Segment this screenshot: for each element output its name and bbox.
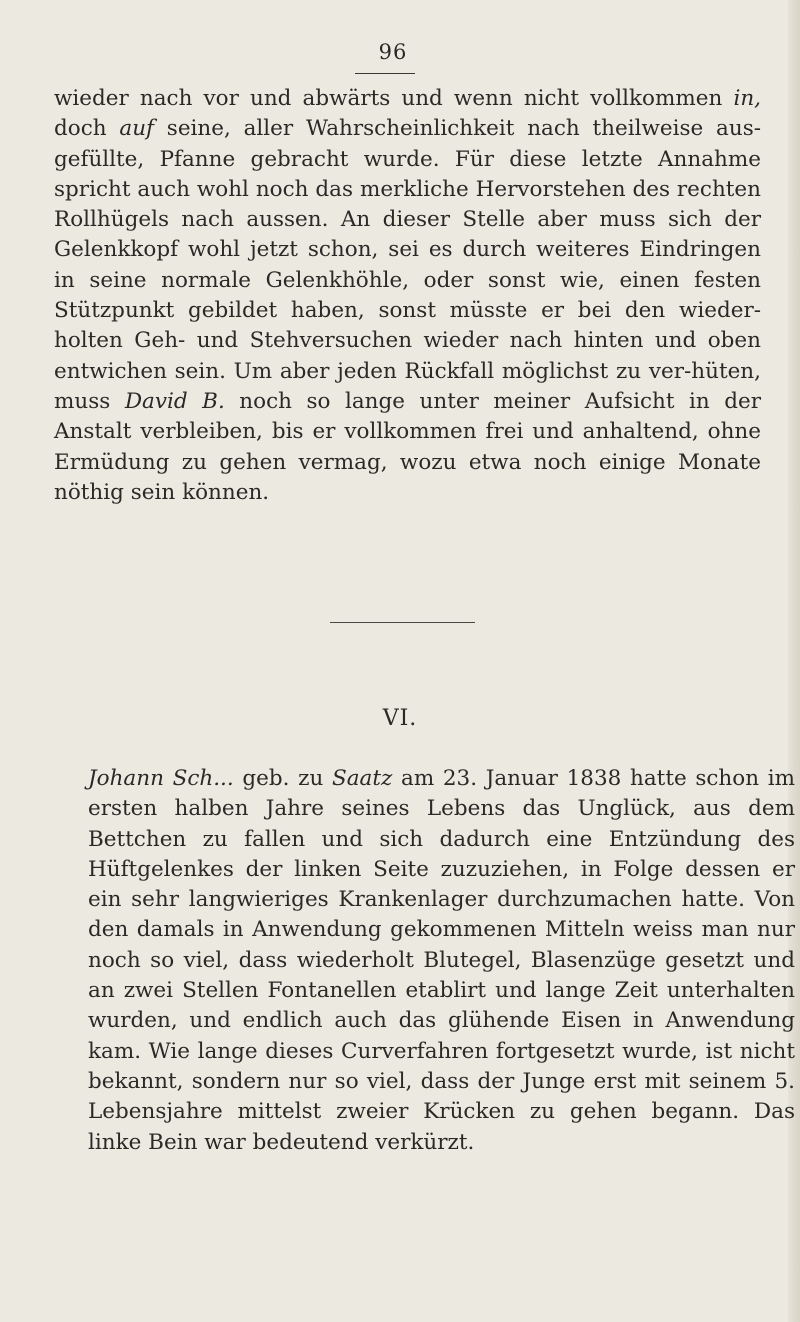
section-number: VI. [382,706,418,731]
paragraph-1-segment: David B. [124,388,225,414]
paragraph-2-segment: Saatz [331,766,393,791]
paragraph-1-segment: noch so lange unter meiner Aufsicht in der Anstalt verbleiben, bis er vollkommen frei und anhaltend, ohne Ermüdung zu gehen vermag, wozu etwa noch einige Monate nöthig sein können. [54,388,761,505]
paragraph-1-segment: in, [733,86,761,111]
paragraph-2-segment: Johann Sch... [88,766,234,791]
page-number: 96 [378,40,408,64]
paragraph-1-segment: seine, aller Wahrscheinlichkeit nach theilweise aus-gefüllte, Pfanne gebracht wurde. Für diese letzte Annahme spricht auch wohl noch das merkliche Hervorstehen des rechten Rollhügels nach aussen. An dieser Stelle aber muss sich der Gelenkkopf wohl jetzt schon, sei es durch weiteres Eindringen in seine normale Gelenkhöhle, oder sonst wie, einen festen Stützpunkt gebildet haben, sonst müsste er bei den wieder-holten Geh- und Stehversuchen wieder nach hinten und oben entwichen sein. Um aber jeden Rückfall möglichst zu ver-hüten, muss [54,116,761,414]
paragraph-2-segment: am 23. Januar 1838 hatte schon im ersten halben Jahre seines Lebens das Unglück, aus dem Bettchen zu fallen und sich dadurch eine Entzündung des Hüftgelenkes der linken Seite zuzuziehen, in Folge dessen er ein sehr langwieriges Krankenlager durchzumachen hatte. Von den damals in Anwendung gekommenen Mitteln weiss man nur noch so viel, dass wiederholt Blutegel, Blasenzüge gesetzt und an zwei Stellen Fontanellen etablirt und lange Zeit unterhalten wurden, und endlich auch das glühende Eisen in Anwendung kam. Wie lange dieses Curverfahren fortgesetzt wurde, ist nicht bekannt, sondern nur so viel, dass der Junge erst mit seinem 5. Lebensjahre mittelst zweier Krücken zu gehen begann. Das linke Bein war bedeutend verkürzt. [88,766,795,1155]
paragraph-1-segment: doch [54,116,120,142]
paragraph-1-segment: wieder nach vor und abwärts und wenn nicht vollkommen [54,86,734,111]
paragraph-2-segment: geb. zu [233,766,332,791]
paragraph-1-segment: auf [119,116,155,142]
section-separator [330,622,475,623]
page-number-rule [355,73,415,74]
paragraph-2 [52,764,795,1158]
paragraph-1 [54,84,761,508]
